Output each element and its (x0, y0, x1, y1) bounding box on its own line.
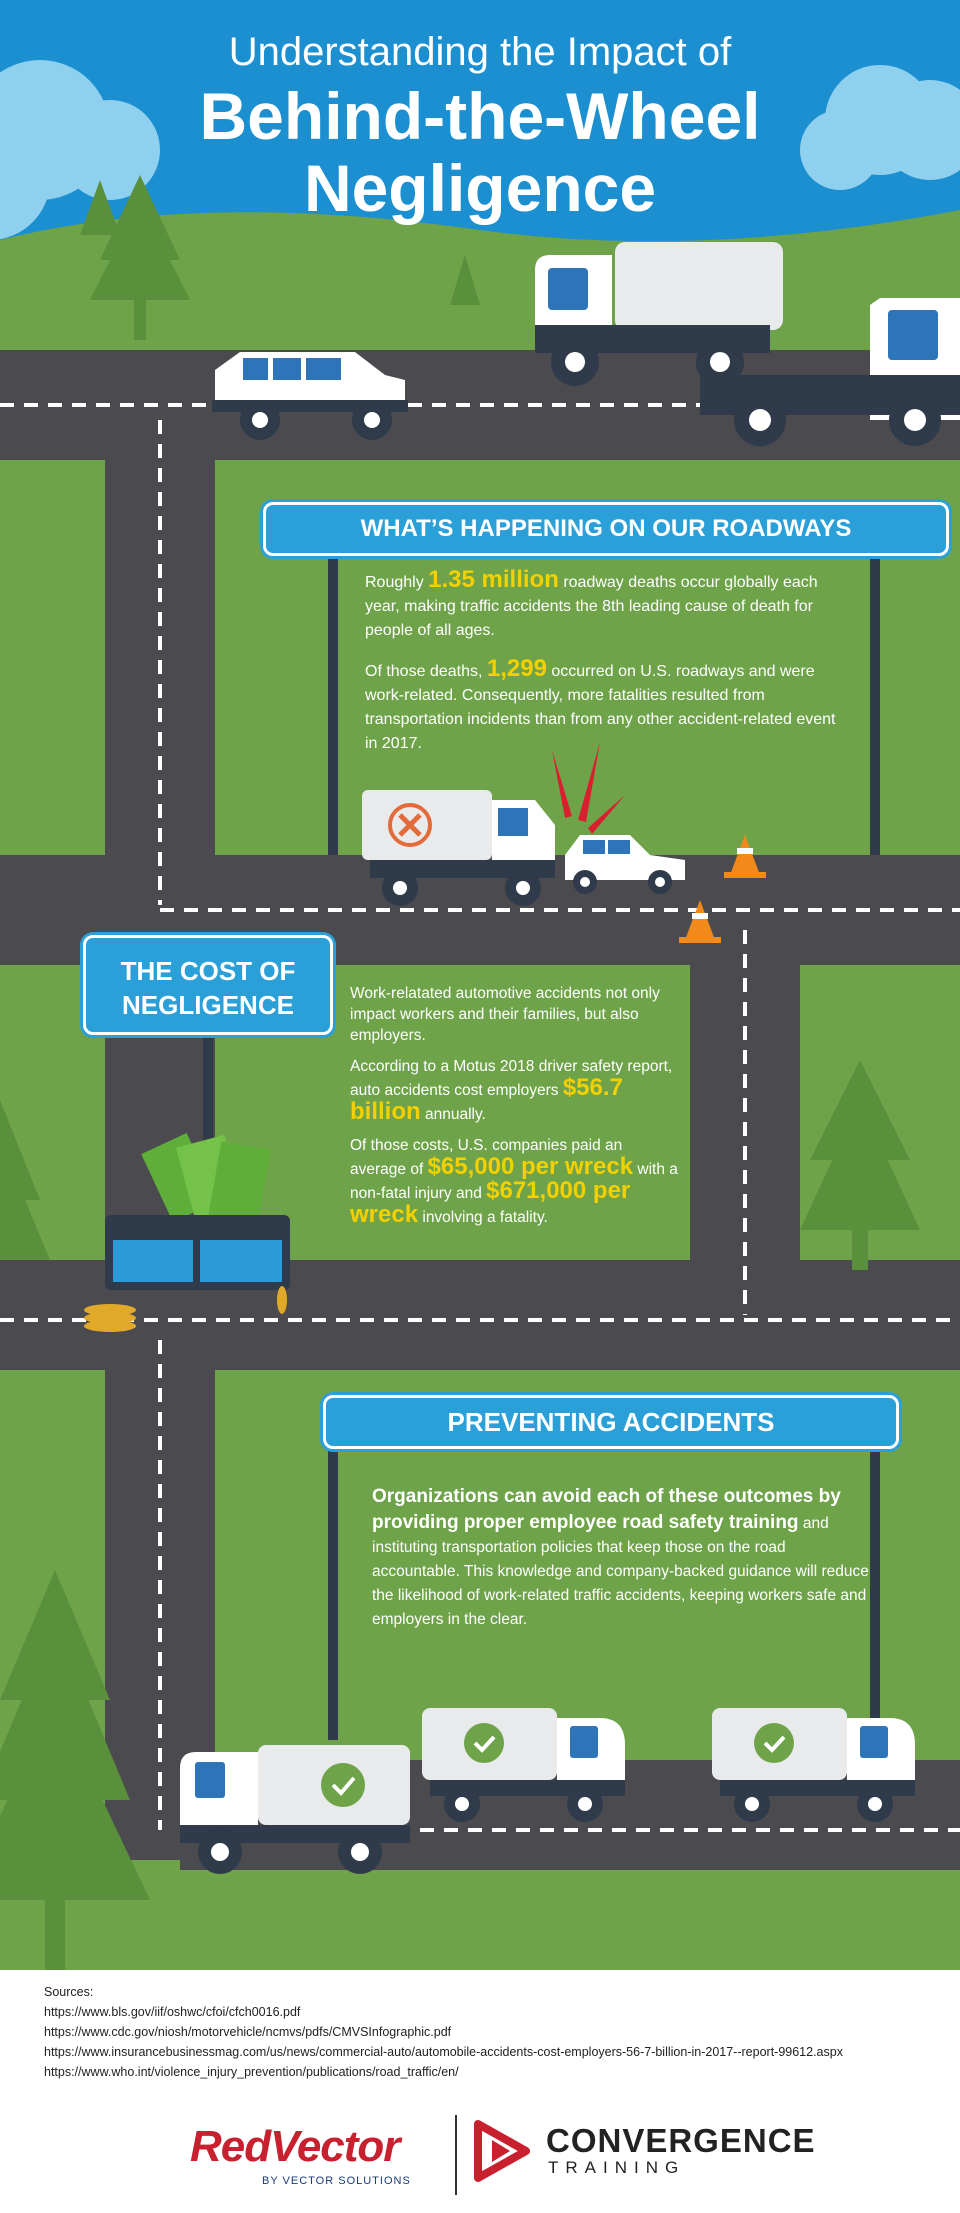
title-line-3: Negligence (303, 151, 657, 225)
stat-annual-cost: $56.7 billion (350, 1074, 623, 1125)
cost-paragraph-1: Work-relatated automotive accidents not only impact workers and their families, but also employers. (350, 985, 660, 1044)
text-span: Of those costs, U.S. companies paid an average of (350, 1137, 623, 1178)
text-span: Roughly (365, 574, 429, 591)
source-link[interactable]: https://www.insurancebusinessmag.com/us/news/commercial-auto/automobile-accidents-cost-employers-56-7-billion-in-2017--report-99612.aspx (44, 2045, 843, 2059)
text-span: roadway deaths occur globally each year, making traffic accidents the 8th leading cause of death for people of all ages. (365, 574, 818, 639)
text-span: According to a Motus 2018 driver safety report, auto accidents cost employers (350, 1058, 673, 1099)
stat-nonfatal-cost: $65,000 per wreck (427, 1153, 634, 1180)
text-span: occurred on U.S. roadways and were work-related. Consequently, more fatalities resulted from transportation incidents than from any other accident-related event in 2017. (365, 663, 836, 752)
source-link[interactable]: https://www.cdc.gov/niosh/motorvehicle/ncmvs/pdfs/CMVSInfographic.pdf (44, 2025, 452, 2039)
cost-text (350, 983, 680, 1228)
convergence-logo-subtext: TRAINING (548, 2158, 686, 2177)
heading-line: THE COST OF (120, 956, 296, 986)
preventing-rest: and instituting transportation policies that keep those on the road accountable. This knowledge and company-backed guidance will reduce the likelihood of work-related traffic accidents, keeping workers safe and employers in the clear. (372, 1515, 869, 1628)
sources-label: Sources: (44, 1985, 94, 1999)
preventing-lead: Organizations can avoid each of these outcomes by providing proper employee road safety training (372, 1486, 841, 1533)
roadways-paragraph-1 (365, 568, 850, 643)
roadways-text (365, 568, 850, 756)
logo-divider (455, 2115, 457, 2195)
stat-global-deaths: 1.35 million (428, 566, 559, 593)
cost-paragraph-3 (350, 1135, 680, 1228)
redvector-swoosh (190, 2118, 430, 2120)
heading-line: NEGLIGENCE (122, 990, 294, 1020)
text-span: annually. (420, 1106, 486, 1123)
title-line-1: Understanding the Impact of (228, 30, 732, 74)
sources-list (44, 1982, 944, 2082)
title-main (0, 80, 960, 224)
section-heading-roadways: WHAT’S HAPPENING ON OUR ROADWAYS (263, 502, 949, 556)
stat-us-deaths: 1,299 (486, 655, 547, 682)
text-span: with a non-fatal injury and (350, 1161, 678, 1202)
source-link[interactable]: https://www.who.int/violence_injury_prevention/publications/road_traffic/en/ (44, 2065, 459, 2079)
source-link[interactable]: https://www.bls.gov/iif/oshwc/cfoi/cfch0016.pdf (44, 2005, 301, 2019)
title-line-2: Behind-the-Wheel (199, 79, 761, 153)
section-heading-preventing: PREVENTING ACCIDENTS (323, 1395, 899, 1449)
redvector-logo: RedVector (190, 2122, 400, 2171)
section-heading-cost (83, 935, 333, 1035)
convergence-play-icon (470, 2118, 532, 2184)
text-span: involving a fatality. (418, 1209, 548, 1226)
stat-fatal-cost: $671,000 per wreck (350, 1177, 631, 1228)
cost-paragraph-2 (350, 1056, 680, 1125)
text-span: Of those deaths, (365, 663, 487, 680)
preventing-text (372, 1484, 870, 1632)
redvector-tagline: BY VECTOR SOLUTIONS (262, 2175, 411, 2187)
convergence-logo-text: CONVERGENCE (546, 2122, 816, 2159)
roadways-paragraph-2 (365, 657, 850, 756)
